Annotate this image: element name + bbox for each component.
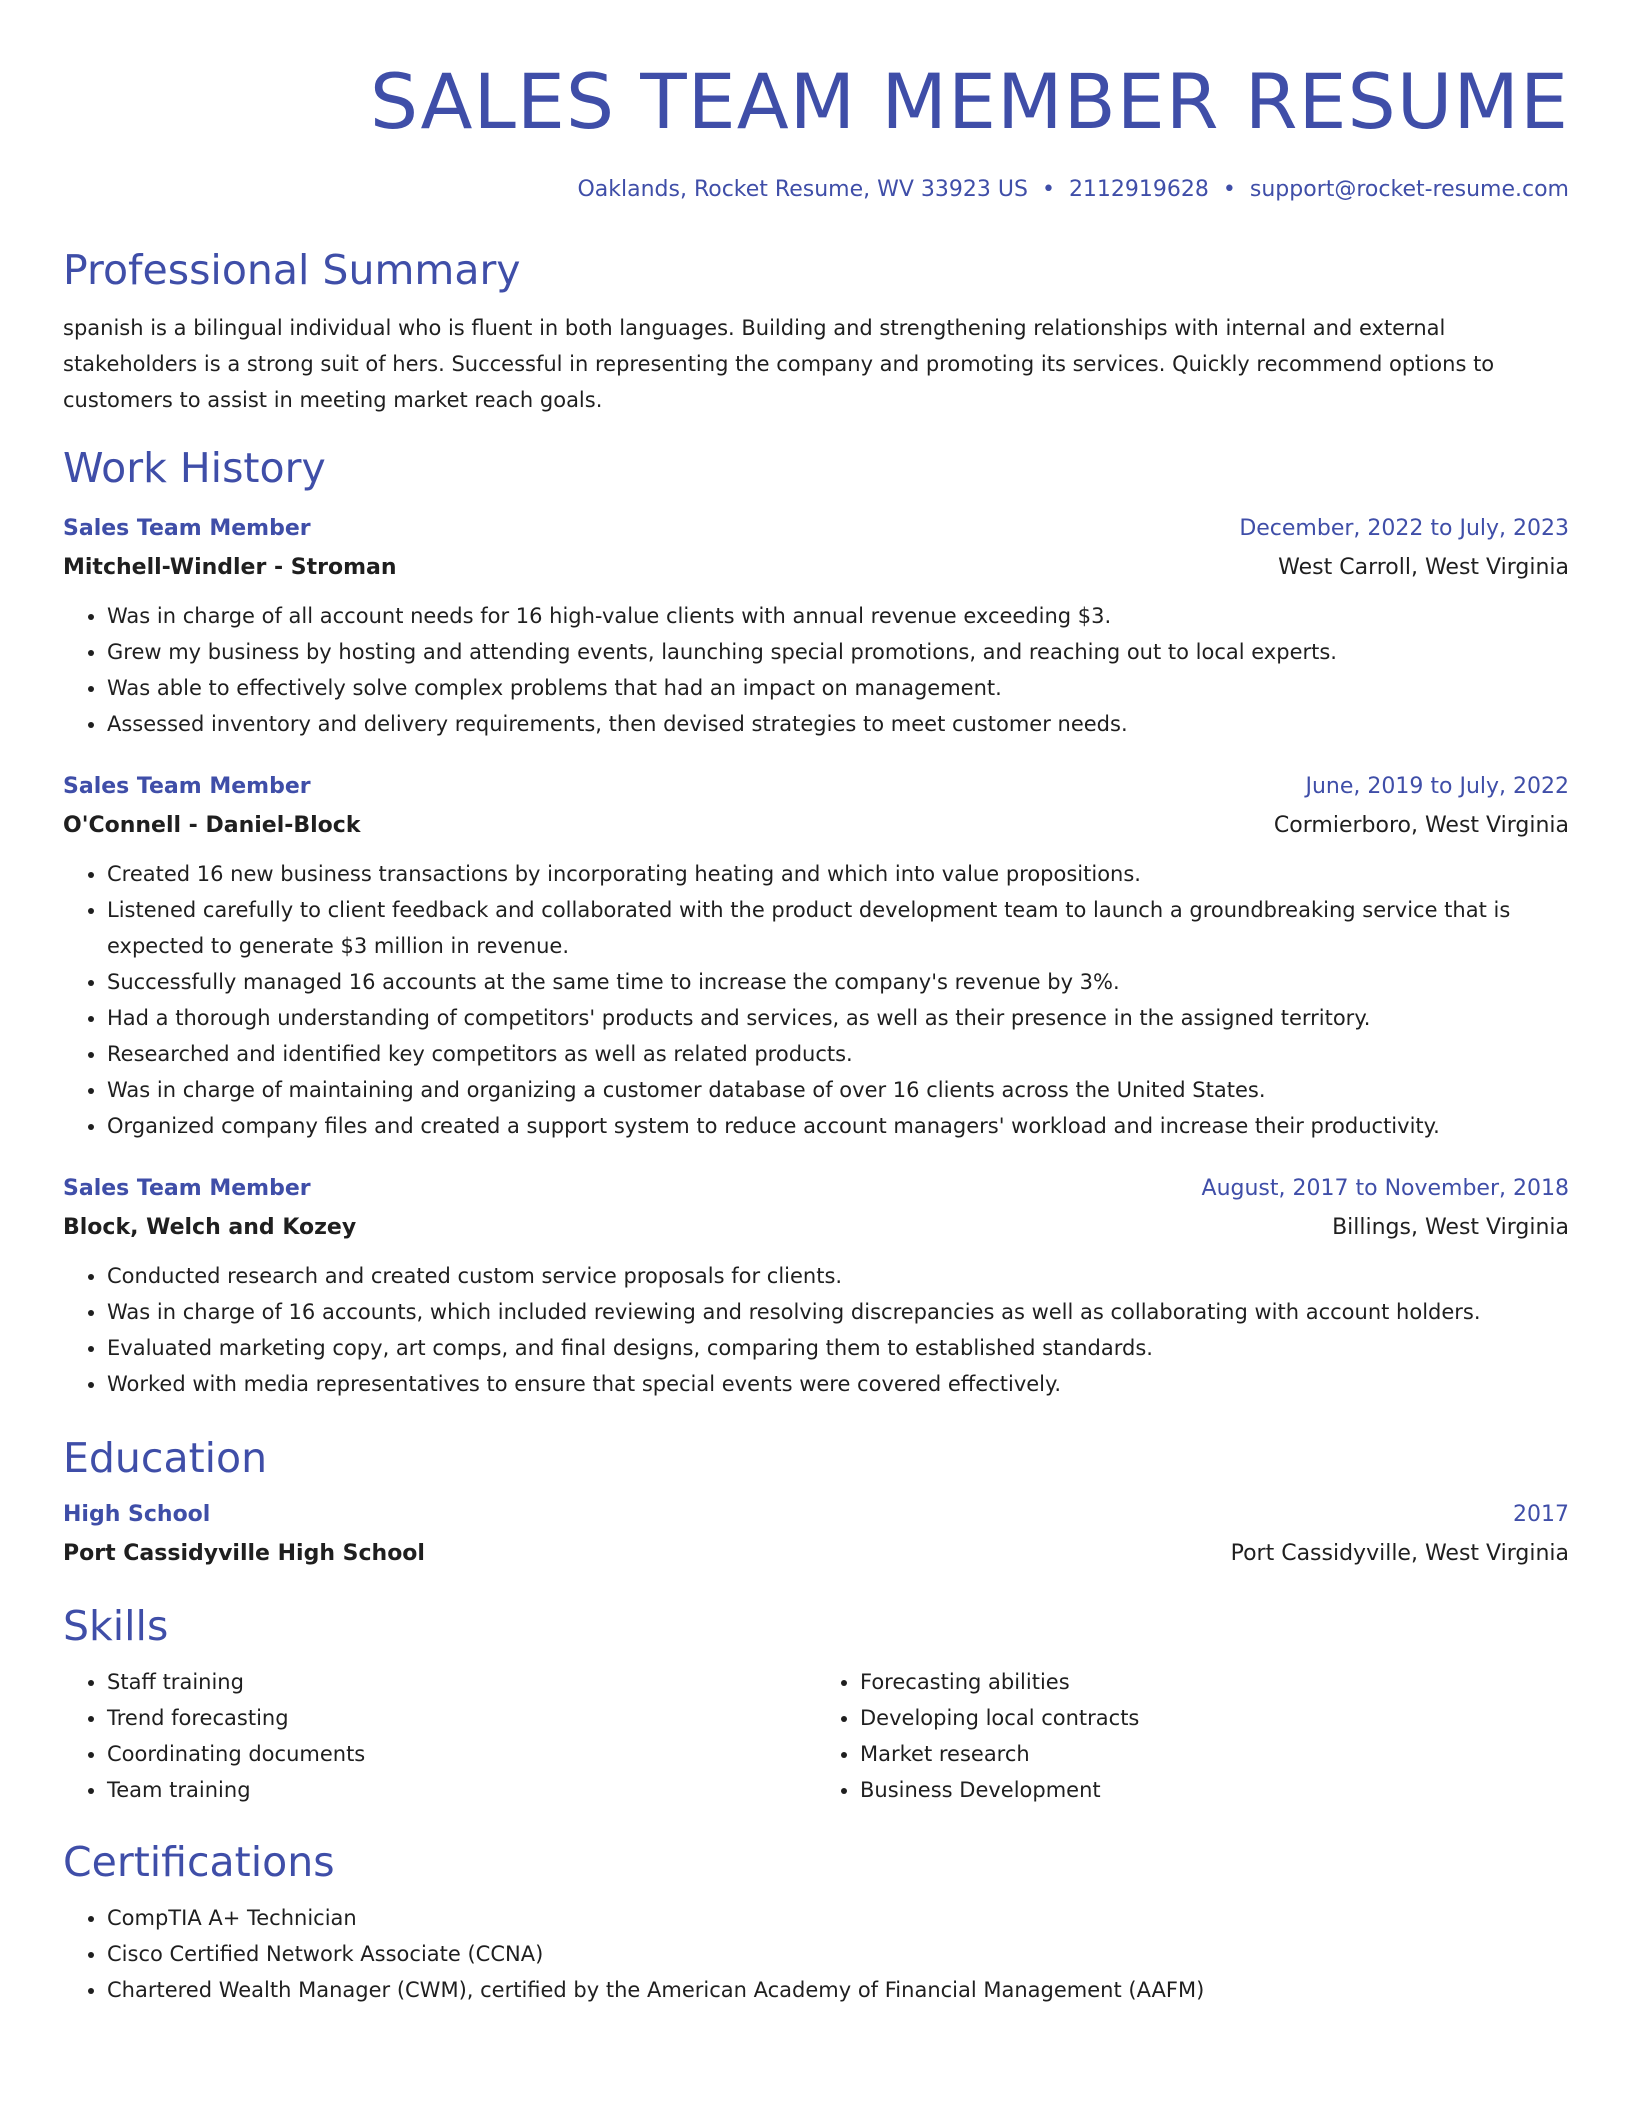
job-bullets	[63, 598, 1569, 742]
list-item: • Staff training	[107, 1664, 816, 1700]
job-dates: August, 2017 to November, 2018	[1201, 1176, 1569, 1201]
job-company: O'Connell - Daniel-Block	[63, 813, 361, 838]
certifications-list	[63, 1900, 1569, 2008]
job-role: Sales Team Member	[63, 774, 311, 799]
list-item: • Listened carefully to client feedback and collaborated with the product development team to launch a groundbreaking service that is expected to generate $3 million in revenue.	[107, 892, 1569, 964]
list-item: • Team training	[107, 1772, 816, 1808]
job-company: Block, Welch and Kozey	[63, 1215, 357, 1240]
job-dates: December, 2022 to July, 2023	[1239, 516, 1569, 541]
skills-heading: Skills	[63, 1602, 169, 1650]
email-link[interactable]: support@rocket-resume.com	[1249, 177, 1569, 202]
list-item: • Cisco Certified Network Associate (CCNA)	[107, 1936, 1569, 1972]
skills-list-right	[816, 1664, 1569, 1808]
list-item: • Assessed inventory and delivery requirements, then devised strategies to meet customer needs.	[107, 706, 1569, 742]
job-location: Cormierboro, West Virginia	[1273, 813, 1569, 838]
list-item: • Was in charge of maintaining and organizing a customer database of over 16 clients across the United States.	[107, 1072, 1569, 1108]
education-location: Port Cassidyville, West Virginia	[1230, 1541, 1569, 1566]
list-item: • Created 16 new business transactions by incorporating heating and which into value propositions.	[107, 856, 1569, 892]
list-item: • Coordinating documents	[107, 1736, 816, 1772]
job-entry	[63, 1170, 1569, 1402]
list-item: • CompTIA A+ Technician	[107, 1900, 1569, 1936]
certifications-section	[63, 1834, 1569, 2008]
job-bullets	[63, 856, 1569, 1144]
education-degree: High School	[63, 1502, 211, 1527]
summary-text: spanish is a bilingual individual who is fluent in both languages. Building and strengthening relationships with internal and external stakeholders is a strong suit of hers. Successful in representing the company and promoting its services. Quickly recommend options to customers to assist in meeting market reach goals.	[63, 316, 1495, 412]
list-item: • Forecasting abilities	[860, 1664, 1569, 1700]
job-entry	[63, 510, 1569, 742]
list-item: • Evaluated marketing copy, art comps, and final designs, comparing them to established standards.	[107, 1330, 1569, 1366]
list-item: • Organized company files and created a support system to reduce account managers' workload and increase their productivity.	[107, 1108, 1569, 1144]
education-section	[63, 1430, 1569, 1574]
list-item: • Was in charge of all account needs for 16 high-value clients with annual revenue exceeding $3.	[107, 598, 1569, 634]
job-location: West Carroll, West Virginia	[1278, 555, 1569, 580]
summary-section	[63, 242, 1569, 418]
job-role: Sales Team Member	[63, 1176, 311, 1201]
education-year: 2017	[1513, 1502, 1569, 1527]
job-company: Mitchell-Windler - Stroman	[63, 555, 397, 580]
job-dates: June, 2019 to July, 2022	[1305, 774, 1569, 799]
list-item: • Was able to effectively solve complex problems that had an impact on management.	[107, 670, 1569, 706]
page-title: SALES TEAM MEMBER RESUME	[369, 57, 1569, 146]
list-item: • Had a thorough understanding of competitors' products and services, as well as their presence in the assigned territory.	[107, 1000, 1569, 1036]
separator: •	[1222, 177, 1236, 202]
job-bullets	[63, 1258, 1569, 1402]
list-item: • Market research	[860, 1736, 1569, 1772]
list-item: • Business Development	[860, 1772, 1569, 1808]
summary-heading: Professional Summary	[63, 246, 521, 294]
job-entry	[63, 768, 1569, 1144]
skills-columns	[63, 1654, 1569, 1808]
education-school: Port Cassidyville High School	[63, 1541, 425, 1566]
phone: 2112919628	[1068, 177, 1209, 202]
education-heading: Education	[63, 1434, 268, 1482]
skills-list-left	[63, 1664, 816, 1808]
education-entry	[63, 1496, 1569, 1574]
job-role: Sales Team Member	[63, 516, 311, 541]
list-item: • Researched and identified key competitors as well as related products.	[107, 1036, 1569, 1072]
list-item: • Successfully managed 16 accounts at the same time to increase the company's revenue by 3%.	[107, 964, 1569, 1000]
list-item: • Trend forecasting	[107, 1700, 816, 1736]
list-item: • Developing local contracts	[860, 1700, 1569, 1736]
separator: •	[1041, 177, 1055, 202]
work-history-heading: Work History	[63, 444, 326, 492]
list-item: • Worked with media representatives to ensure that special events were covered effectively.	[107, 1366, 1569, 1402]
certifications-heading: Certifications	[63, 1838, 335, 1886]
contact-line	[63, 174, 1569, 206]
work-history-section	[63, 440, 1569, 1402]
list-item: • Chartered Wealth Manager (CWM), certified by the American Academy of Financial Management (AAFM)	[107, 1972, 1569, 2008]
list-item: • Was in charge of 16 accounts, which included reviewing and resolving discrepancies as well as collaborating with account holders.	[107, 1294, 1569, 1330]
address: Oaklands, Rocket Resume, WV 33923 US	[577, 177, 1028, 202]
list-item: • Grew my business by hosting and attending events, launching special promotions, and reaching out to local experts.	[107, 634, 1569, 670]
list-item: • Conducted research and created custom service proposals for clients.	[107, 1258, 1569, 1294]
skills-section	[63, 1598, 1569, 1808]
job-location: Billings, West Virginia	[1332, 1215, 1569, 1240]
